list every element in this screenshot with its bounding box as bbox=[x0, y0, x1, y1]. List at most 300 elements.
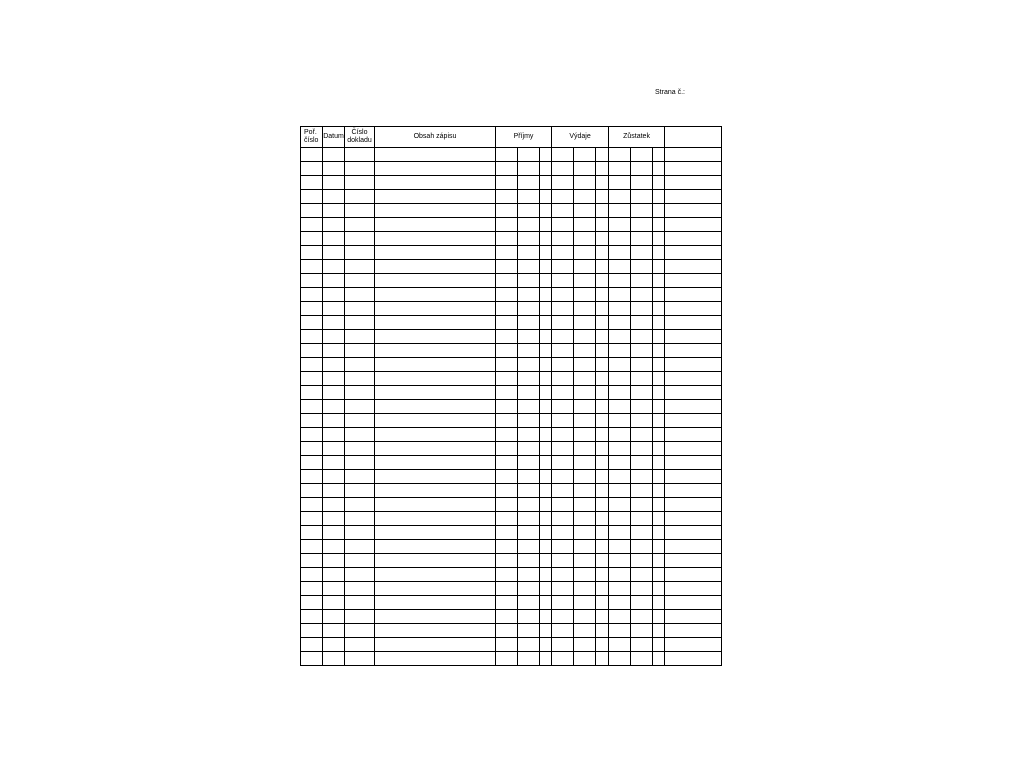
ledger-cell[interactable] bbox=[574, 246, 596, 260]
ledger-cell[interactable] bbox=[552, 638, 574, 652]
ledger-cell[interactable] bbox=[596, 652, 609, 666]
ledger-cell[interactable] bbox=[665, 148, 722, 162]
ledger-cell[interactable] bbox=[653, 610, 665, 624]
ledger-cell[interactable] bbox=[375, 260, 496, 274]
ledger-cell[interactable] bbox=[609, 540, 631, 554]
ledger-cell[interactable] bbox=[323, 442, 345, 456]
ledger-cell[interactable] bbox=[574, 414, 596, 428]
ledger-cell[interactable] bbox=[375, 344, 496, 358]
ledger-cell[interactable] bbox=[540, 232, 552, 246]
ledger-cell[interactable] bbox=[665, 638, 722, 652]
ledger-cell[interactable] bbox=[653, 204, 665, 218]
ledger-cell[interactable] bbox=[596, 610, 609, 624]
ledger-cell[interactable] bbox=[665, 190, 722, 204]
ledger-cell[interactable] bbox=[301, 540, 323, 554]
ledger-cell[interactable] bbox=[540, 428, 552, 442]
ledger-cell[interactable] bbox=[552, 428, 574, 442]
ledger-cell[interactable] bbox=[323, 582, 345, 596]
ledger-cell[interactable] bbox=[540, 498, 552, 512]
ledger-cell[interactable] bbox=[301, 386, 323, 400]
ledger-cell[interactable] bbox=[609, 148, 631, 162]
ledger-cell[interactable] bbox=[301, 204, 323, 218]
ledger-cell[interactable] bbox=[518, 274, 540, 288]
ledger-cell[interactable] bbox=[496, 428, 518, 442]
ledger-cell[interactable] bbox=[518, 302, 540, 316]
ledger-cell[interactable] bbox=[596, 596, 609, 610]
ledger-cell[interactable] bbox=[518, 148, 540, 162]
ledger-cell[interactable] bbox=[375, 554, 496, 568]
ledger-cell[interactable] bbox=[301, 190, 323, 204]
ledger-cell[interactable] bbox=[552, 218, 574, 232]
ledger-cell[interactable] bbox=[301, 288, 323, 302]
ledger-cell[interactable] bbox=[552, 624, 574, 638]
ledger-cell[interactable] bbox=[631, 610, 653, 624]
ledger-cell[interactable] bbox=[574, 652, 596, 666]
ledger-cell[interactable] bbox=[375, 624, 496, 638]
ledger-cell[interactable] bbox=[375, 372, 496, 386]
ledger-cell[interactable] bbox=[574, 582, 596, 596]
ledger-cell[interactable] bbox=[496, 344, 518, 358]
ledger-cell[interactable] bbox=[345, 176, 375, 190]
ledger-cell[interactable] bbox=[596, 624, 609, 638]
ledger-cell[interactable] bbox=[301, 148, 323, 162]
ledger-cell[interactable] bbox=[375, 204, 496, 218]
ledger-cell[interactable] bbox=[345, 498, 375, 512]
ledger-cell[interactable] bbox=[574, 176, 596, 190]
ledger-cell[interactable] bbox=[540, 554, 552, 568]
ledger-cell[interactable] bbox=[552, 568, 574, 582]
ledger-cell[interactable] bbox=[609, 414, 631, 428]
ledger-cell[interactable] bbox=[653, 372, 665, 386]
ledger-cell[interactable] bbox=[496, 498, 518, 512]
ledger-cell[interactable] bbox=[653, 148, 665, 162]
ledger-cell[interactable] bbox=[540, 344, 552, 358]
ledger-cell[interactable] bbox=[631, 512, 653, 526]
ledger-cell[interactable] bbox=[540, 596, 552, 610]
ledger-cell[interactable] bbox=[653, 470, 665, 484]
ledger-cell[interactable] bbox=[665, 596, 722, 610]
ledger-cell[interactable] bbox=[540, 246, 552, 260]
ledger-cell[interactable] bbox=[518, 456, 540, 470]
ledger-cell[interactable] bbox=[323, 344, 345, 358]
ledger-cell[interactable] bbox=[323, 428, 345, 442]
ledger-cell[interactable] bbox=[301, 596, 323, 610]
ledger-cell[interactable] bbox=[323, 526, 345, 540]
ledger-cell[interactable] bbox=[665, 218, 722, 232]
ledger-cell[interactable] bbox=[574, 260, 596, 274]
ledger-cell[interactable] bbox=[540, 204, 552, 218]
ledger-cell[interactable] bbox=[596, 246, 609, 260]
ledger-cell[interactable] bbox=[552, 400, 574, 414]
ledger-cell[interactable] bbox=[496, 288, 518, 302]
ledger-cell[interactable] bbox=[323, 652, 345, 666]
ledger-cell[interactable] bbox=[653, 386, 665, 400]
ledger-cell[interactable] bbox=[596, 568, 609, 582]
ledger-cell[interactable] bbox=[345, 148, 375, 162]
ledger-cell[interactable] bbox=[596, 218, 609, 232]
ledger-cell[interactable] bbox=[653, 316, 665, 330]
ledger-cell[interactable] bbox=[345, 470, 375, 484]
ledger-cell[interactable] bbox=[574, 624, 596, 638]
ledger-cell[interactable] bbox=[653, 344, 665, 358]
ledger-cell[interactable] bbox=[574, 204, 596, 218]
ledger-cell[interactable] bbox=[665, 540, 722, 554]
ledger-cell[interactable] bbox=[323, 232, 345, 246]
ledger-cell[interactable] bbox=[375, 246, 496, 260]
ledger-cell[interactable] bbox=[596, 358, 609, 372]
ledger-cell[interactable] bbox=[552, 386, 574, 400]
ledger-cell[interactable] bbox=[345, 316, 375, 330]
ledger-cell[interactable] bbox=[496, 554, 518, 568]
ledger-cell[interactable] bbox=[323, 456, 345, 470]
ledger-cell[interactable] bbox=[518, 344, 540, 358]
ledger-cell[interactable] bbox=[496, 260, 518, 274]
ledger-cell[interactable] bbox=[301, 498, 323, 512]
ledger-cell[interactable] bbox=[345, 372, 375, 386]
ledger-cell[interactable] bbox=[609, 176, 631, 190]
ledger-cell[interactable] bbox=[345, 400, 375, 414]
ledger-cell[interactable] bbox=[323, 386, 345, 400]
ledger-cell[interactable] bbox=[653, 428, 665, 442]
ledger-cell[interactable] bbox=[345, 344, 375, 358]
ledger-cell[interactable] bbox=[540, 400, 552, 414]
ledger-cell[interactable] bbox=[653, 568, 665, 582]
ledger-cell[interactable] bbox=[596, 274, 609, 288]
ledger-cell[interactable] bbox=[375, 526, 496, 540]
ledger-cell[interactable] bbox=[540, 302, 552, 316]
ledger-cell[interactable] bbox=[609, 400, 631, 414]
ledger-cell[interactable] bbox=[540, 372, 552, 386]
ledger-cell[interactable] bbox=[653, 330, 665, 344]
ledger-cell[interactable] bbox=[596, 260, 609, 274]
ledger-cell[interactable] bbox=[653, 554, 665, 568]
ledger-cell[interactable] bbox=[665, 428, 722, 442]
ledger-cell[interactable] bbox=[496, 372, 518, 386]
ledger-cell[interactable] bbox=[631, 232, 653, 246]
ledger-cell[interactable] bbox=[518, 596, 540, 610]
ledger-cell[interactable] bbox=[518, 400, 540, 414]
ledger-cell[interactable] bbox=[574, 330, 596, 344]
ledger-cell[interactable] bbox=[540, 148, 552, 162]
ledger-cell[interactable] bbox=[323, 568, 345, 582]
ledger-cell[interactable] bbox=[375, 218, 496, 232]
ledger-cell[interactable] bbox=[609, 568, 631, 582]
ledger-cell[interactable] bbox=[653, 414, 665, 428]
ledger-cell[interactable] bbox=[631, 260, 653, 274]
ledger-cell[interactable] bbox=[540, 540, 552, 554]
ledger-cell[interactable] bbox=[631, 246, 653, 260]
ledger-cell[interactable] bbox=[496, 358, 518, 372]
ledger-cell[interactable] bbox=[653, 638, 665, 652]
ledger-cell[interactable] bbox=[631, 148, 653, 162]
ledger-cell[interactable] bbox=[552, 204, 574, 218]
ledger-cell[interactable] bbox=[540, 386, 552, 400]
ledger-cell[interactable] bbox=[518, 638, 540, 652]
ledger-cell[interactable] bbox=[323, 316, 345, 330]
ledger-cell[interactable] bbox=[609, 470, 631, 484]
ledger-cell[interactable] bbox=[345, 484, 375, 498]
ledger-cell[interactable] bbox=[540, 582, 552, 596]
ledger-cell[interactable] bbox=[552, 610, 574, 624]
ledger-cell[interactable] bbox=[653, 512, 665, 526]
ledger-cell[interactable] bbox=[574, 344, 596, 358]
ledger-cell[interactable] bbox=[345, 568, 375, 582]
ledger-cell[interactable] bbox=[596, 638, 609, 652]
ledger-cell[interactable] bbox=[574, 358, 596, 372]
ledger-cell[interactable] bbox=[540, 218, 552, 232]
ledger-cell[interactable] bbox=[496, 400, 518, 414]
ledger-cell[interactable] bbox=[596, 582, 609, 596]
ledger-cell[interactable] bbox=[631, 428, 653, 442]
ledger-cell[interactable] bbox=[552, 372, 574, 386]
ledger-cell[interactable] bbox=[631, 498, 653, 512]
ledger-cell[interactable] bbox=[609, 246, 631, 260]
ledger-cell[interactable] bbox=[301, 358, 323, 372]
ledger-cell[interactable] bbox=[631, 484, 653, 498]
ledger-cell[interactable] bbox=[496, 540, 518, 554]
ledger-cell[interactable] bbox=[665, 456, 722, 470]
ledger-cell[interactable] bbox=[596, 414, 609, 428]
ledger-cell[interactable] bbox=[375, 274, 496, 288]
ledger-cell[interactable] bbox=[552, 162, 574, 176]
ledger-cell[interactable] bbox=[301, 302, 323, 316]
ledger-cell[interactable] bbox=[596, 176, 609, 190]
ledger-cell[interactable] bbox=[574, 316, 596, 330]
ledger-cell[interactable] bbox=[609, 484, 631, 498]
ledger-cell[interactable] bbox=[496, 512, 518, 526]
ledger-cell[interactable] bbox=[653, 456, 665, 470]
ledger-cell[interactable] bbox=[665, 204, 722, 218]
ledger-cell[interactable] bbox=[323, 554, 345, 568]
ledger-cell[interactable] bbox=[345, 624, 375, 638]
ledger-cell[interactable] bbox=[518, 512, 540, 526]
ledger-cell[interactable] bbox=[518, 624, 540, 638]
ledger-cell[interactable] bbox=[574, 596, 596, 610]
ledger-cell[interactable] bbox=[665, 568, 722, 582]
ledger-cell[interactable] bbox=[518, 288, 540, 302]
ledger-cell[interactable] bbox=[518, 610, 540, 624]
ledger-cell[interactable] bbox=[518, 330, 540, 344]
ledger-cell[interactable] bbox=[496, 232, 518, 246]
ledger-cell[interactable] bbox=[301, 176, 323, 190]
ledger-cell[interactable] bbox=[653, 652, 665, 666]
ledger-cell[interactable] bbox=[540, 414, 552, 428]
ledger-cell[interactable] bbox=[631, 596, 653, 610]
ledger-cell[interactable] bbox=[609, 218, 631, 232]
ledger-cell[interactable] bbox=[301, 414, 323, 428]
ledger-cell[interactable] bbox=[518, 372, 540, 386]
ledger-cell[interactable] bbox=[301, 484, 323, 498]
ledger-cell[interactable] bbox=[496, 204, 518, 218]
ledger-cell[interactable] bbox=[552, 260, 574, 274]
ledger-cell[interactable] bbox=[540, 274, 552, 288]
ledger-cell[interactable] bbox=[345, 638, 375, 652]
ledger-cell[interactable] bbox=[631, 442, 653, 456]
ledger-cell[interactable] bbox=[540, 526, 552, 540]
ledger-cell[interactable] bbox=[552, 554, 574, 568]
ledger-cell[interactable] bbox=[609, 638, 631, 652]
ledger-cell[interactable] bbox=[609, 274, 631, 288]
ledger-cell[interactable] bbox=[518, 442, 540, 456]
ledger-cell[interactable] bbox=[653, 400, 665, 414]
ledger-cell[interactable] bbox=[518, 582, 540, 596]
ledger-cell[interactable] bbox=[345, 554, 375, 568]
ledger-cell[interactable] bbox=[552, 190, 574, 204]
ledger-cell[interactable] bbox=[375, 176, 496, 190]
ledger-cell[interactable] bbox=[574, 442, 596, 456]
ledger-cell[interactable] bbox=[375, 540, 496, 554]
ledger-cell[interactable] bbox=[518, 386, 540, 400]
ledger-cell[interactable] bbox=[518, 652, 540, 666]
ledger-cell[interactable] bbox=[375, 512, 496, 526]
ledger-cell[interactable] bbox=[653, 246, 665, 260]
ledger-cell[interactable] bbox=[345, 204, 375, 218]
ledger-cell[interactable] bbox=[631, 176, 653, 190]
ledger-cell[interactable] bbox=[552, 288, 574, 302]
ledger-cell[interactable] bbox=[653, 190, 665, 204]
ledger-cell[interactable] bbox=[631, 638, 653, 652]
ledger-cell[interactable] bbox=[665, 288, 722, 302]
ledger-cell[interactable] bbox=[518, 428, 540, 442]
ledger-cell[interactable] bbox=[496, 456, 518, 470]
ledger-cell[interactable] bbox=[665, 386, 722, 400]
ledger-cell[interactable] bbox=[653, 274, 665, 288]
ledger-cell[interactable] bbox=[518, 568, 540, 582]
ledger-cell[interactable] bbox=[574, 610, 596, 624]
ledger-cell[interactable] bbox=[574, 386, 596, 400]
ledger-cell[interactable] bbox=[496, 316, 518, 330]
ledger-cell[interactable] bbox=[653, 442, 665, 456]
ledger-cell[interactable] bbox=[552, 316, 574, 330]
ledger-cell[interactable] bbox=[375, 582, 496, 596]
ledger-cell[interactable] bbox=[552, 232, 574, 246]
ledger-cell[interactable] bbox=[631, 624, 653, 638]
ledger-cell[interactable] bbox=[653, 596, 665, 610]
ledger-cell[interactable] bbox=[301, 512, 323, 526]
ledger-cell[interactable] bbox=[609, 162, 631, 176]
ledger-cell[interactable] bbox=[323, 288, 345, 302]
ledger-cell[interactable] bbox=[323, 372, 345, 386]
ledger-cell[interactable] bbox=[518, 358, 540, 372]
ledger-cell[interactable] bbox=[323, 330, 345, 344]
ledger-cell[interactable] bbox=[609, 428, 631, 442]
ledger-cell[interactable] bbox=[540, 610, 552, 624]
ledger-cell[interactable] bbox=[496, 582, 518, 596]
ledger-cell[interactable] bbox=[552, 246, 574, 260]
ledger-cell[interactable] bbox=[574, 484, 596, 498]
ledger-cell[interactable] bbox=[540, 358, 552, 372]
ledger-cell[interactable] bbox=[540, 484, 552, 498]
ledger-cell[interactable] bbox=[631, 456, 653, 470]
ledger-cell[interactable] bbox=[496, 596, 518, 610]
ledger-cell[interactable] bbox=[496, 246, 518, 260]
ledger-cell[interactable] bbox=[540, 288, 552, 302]
ledger-cell[interactable] bbox=[540, 190, 552, 204]
ledger-cell[interactable] bbox=[665, 232, 722, 246]
ledger-cell[interactable] bbox=[323, 190, 345, 204]
ledger-cell[interactable] bbox=[518, 162, 540, 176]
ledger-cell[interactable] bbox=[345, 330, 375, 344]
ledger-cell[interactable] bbox=[631, 526, 653, 540]
ledger-cell[interactable] bbox=[540, 162, 552, 176]
ledger-cell[interactable] bbox=[665, 498, 722, 512]
ledger-cell[interactable] bbox=[301, 554, 323, 568]
ledger-cell[interactable] bbox=[574, 232, 596, 246]
ledger-cell[interactable] bbox=[665, 372, 722, 386]
ledger-cell[interactable] bbox=[518, 526, 540, 540]
ledger-cell[interactable] bbox=[552, 470, 574, 484]
ledger-cell[interactable] bbox=[665, 624, 722, 638]
ledger-cell[interactable] bbox=[552, 596, 574, 610]
ledger-cell[interactable] bbox=[631, 554, 653, 568]
ledger-cell[interactable] bbox=[631, 540, 653, 554]
ledger-cell[interactable] bbox=[496, 638, 518, 652]
ledger-cell[interactable] bbox=[596, 330, 609, 344]
ledger-cell[interactable] bbox=[552, 498, 574, 512]
ledger-cell[interactable] bbox=[552, 274, 574, 288]
ledger-cell[interactable] bbox=[518, 260, 540, 274]
ledger-cell[interactable] bbox=[345, 386, 375, 400]
ledger-cell[interactable] bbox=[375, 596, 496, 610]
ledger-cell[interactable] bbox=[301, 344, 323, 358]
ledger-cell[interactable] bbox=[653, 176, 665, 190]
ledger-cell[interactable] bbox=[574, 554, 596, 568]
ledger-cell[interactable] bbox=[631, 470, 653, 484]
ledger-cell[interactable] bbox=[518, 176, 540, 190]
ledger-cell[interactable] bbox=[609, 456, 631, 470]
ledger-cell[interactable] bbox=[552, 526, 574, 540]
ledger-cell[interactable] bbox=[323, 176, 345, 190]
ledger-cell[interactable] bbox=[609, 232, 631, 246]
ledger-cell[interactable] bbox=[552, 512, 574, 526]
ledger-cell[interactable] bbox=[552, 344, 574, 358]
ledger-cell[interactable] bbox=[375, 148, 496, 162]
ledger-cell[interactable] bbox=[496, 190, 518, 204]
ledger-cell[interactable] bbox=[540, 624, 552, 638]
ledger-cell[interactable] bbox=[375, 568, 496, 582]
ledger-cell[interactable] bbox=[496, 652, 518, 666]
ledger-cell[interactable] bbox=[653, 162, 665, 176]
ledger-cell[interactable] bbox=[345, 302, 375, 316]
ledger-cell[interactable] bbox=[518, 498, 540, 512]
ledger-cell[interactable] bbox=[540, 176, 552, 190]
ledger-cell[interactable] bbox=[301, 652, 323, 666]
ledger-cell[interactable] bbox=[609, 554, 631, 568]
ledger-cell[interactable] bbox=[609, 652, 631, 666]
ledger-cell[interactable] bbox=[301, 568, 323, 582]
ledger-cell[interactable] bbox=[375, 358, 496, 372]
ledger-cell[interactable] bbox=[375, 162, 496, 176]
ledger-cell[interactable] bbox=[665, 554, 722, 568]
ledger-cell[interactable] bbox=[540, 316, 552, 330]
ledger-cell[interactable] bbox=[345, 190, 375, 204]
ledger-cell[interactable] bbox=[609, 190, 631, 204]
ledger-cell[interactable] bbox=[574, 190, 596, 204]
ledger-cell[interactable] bbox=[609, 204, 631, 218]
ledger-cell[interactable] bbox=[631, 414, 653, 428]
ledger-cell[interactable] bbox=[552, 414, 574, 428]
ledger-cell[interactable] bbox=[631, 568, 653, 582]
ledger-cell[interactable] bbox=[609, 512, 631, 526]
ledger-cell[interactable] bbox=[653, 358, 665, 372]
ledger-cell[interactable] bbox=[665, 260, 722, 274]
ledger-cell[interactable] bbox=[496, 148, 518, 162]
ledger-cell[interactable] bbox=[375, 456, 496, 470]
ledger-cell[interactable] bbox=[496, 176, 518, 190]
ledger-cell[interactable] bbox=[323, 512, 345, 526]
ledger-cell[interactable] bbox=[631, 386, 653, 400]
ledger-cell[interactable] bbox=[518, 218, 540, 232]
